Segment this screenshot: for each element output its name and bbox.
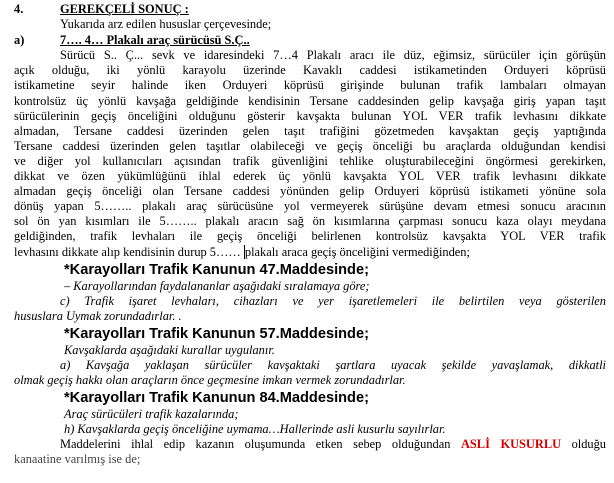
paragraph-line: almadan geçiş önceliği olan Tersane caddesi yönünden gelip Orduyeri köprüsü istikameti yönüne sola <box>14 184 606 199</box>
conclusion-line <box>14 437 606 452</box>
paragraph-line: dikkat ve özen yükümlüğünü ihlal ederek üç yönlü kavşakta YOL VER trafik levhasını dikkate <box>14 169 606 184</box>
law-line: c) Trafik işaret levhaları, cihazları ve yer işaretlemeleri ile belirtilen veya gösterilen <box>60 293 606 308</box>
paragraph-line-end: plakalı araca geçiş önceliğini vermediğinden; <box>244 244 470 259</box>
law-title: *Karayolları Trafik Kanunun 47.Maddesinde; <box>64 261 369 278</box>
subsection-heading <box>14 33 606 48</box>
law-line: Kavşaklarda aşağıdaki kurallar uygulanır. <box>64 342 275 357</box>
paragraph-line: ve diğer yol kullanıcıları açısından trafik güvenliğini tehlike oluşturabileceğini öngörmesi gerekirken, <box>14 153 606 168</box>
paragraph-line: geldiğinden, trafik levhaları ile geçiş önceliği belirlenen kontrolsüz kavşakta YOL VER trafik <box>14 229 606 244</box>
paragraph-line: kontrolsüz üç yönlü kavşağa geldiğinde kendisinin Tersane caddesinden gelip kavşağa giriş yapan taşıt <box>14 93 606 108</box>
law-title: *Karayolları Trafik Kanunun 57.Maddesinde; <box>64 325 369 342</box>
conclusion-text: Maddelerini ihlal edip kazanın oluşumunda etken sebep olduğundan <box>60 437 461 452</box>
law-block-47 <box>14 262 606 324</box>
paragraph-line: dönüş yapan 5…….. plakalı araç sürücüsüne yol vermeyerek sürüşüne devam etmesi sonucu aracının <box>14 199 606 214</box>
law-block-57 <box>14 326 606 388</box>
paragraph-line: istikametine seyir halinde iken Orduyeri köprüsü girişinde bulunan trafik lambaları olmayan <box>14 78 606 93</box>
law-line: a) Kavşağa yaklaşan sürücüler kavşaktaki şartlara uyacak şekilde yavaşlamak, dikkatli <box>60 357 606 372</box>
law-block-84 <box>14 390 606 437</box>
subsection-title: 7…. 4… Plakalı araç sürücüsü S.Ç.. <box>60 33 250 48</box>
subsection-number: a) <box>14 33 25 48</box>
highlighted-verdict: ASLİ KUSURLU <box>460 437 562 452</box>
law-line: – Karayollarından faydalananlar aşağıdaki sıralamaya göre; <box>64 278 370 293</box>
section-heading <box>14 2 606 17</box>
body-paragraph <box>14 48 606 259</box>
paragraph-line: Sürücü S.. Ç... sevk ve idaresindeki 7…4 Plakalı aracı ile düz, eğimsiz, sürücüler için görüşün <box>60 48 606 63</box>
law-title: *Karayolları Trafik Kanunun 84.Maddesinde; <box>64 390 369 407</box>
paragraph-last-line <box>14 245 606 260</box>
conclusion-paragraph <box>14 437 606 467</box>
paragraph-line: açık olduğu, iki yönlü karayolu üzerinde Kavaklı caddesi istikametinden Orduyeri köprüsü <box>14 63 606 78</box>
paragraph-line-start: levhasını dikkate alıp kendisinin durup 5…… <box>14 244 241 259</box>
conclusion-last-line: kanaatine varılmış ise de; <box>14 452 141 467</box>
law-line: hususlara Uymak zorundadırlar. . <box>14 308 182 323</box>
section-number: 4. <box>14 2 24 16</box>
conclusion-text-end: olduğu <box>561 437 606 452</box>
law-line: olmak geçiş hakkı olan araçların önce geçmesine imkan vermek zorundadırlar. <box>14 373 406 388</box>
paragraph-line: almadan, Tersane caddesi üzerinden gelen taşıt trafiğini gözetmeden kavşaktan geçiş yaptığında <box>14 123 606 138</box>
paragraph-line: sol ön yan kısımları ile 5…….. plakalı aracın sağ ön kısımlarına çarpması sonucu kaza olayı meydana <box>14 214 606 229</box>
section-intro: Yukarıda arz edilen hususlar çerçevesinde; <box>60 17 272 32</box>
paragraph-line: Tersane caddesi üzerinden gelen taşıtlar olabileceği ve geçiş önceliği bu araçlarda olduğundan kendisi <box>14 138 606 153</box>
law-line: Araç sürücüleri trafik kazalarında; <box>64 407 239 422</box>
law-line: h) Kavşaklarda geçiş önceliğine uymama…Hallerinde asli kusurlu sayılırlar. <box>64 422 446 437</box>
section-title: GEREKÇELİ SONUÇ : <box>60 2 189 16</box>
paragraph-line: sürücülerinin geçiş önceliğini olduğunu gösterir kavşakta bulunan YOL VER trafik levhasını dikkate <box>14 108 606 123</box>
